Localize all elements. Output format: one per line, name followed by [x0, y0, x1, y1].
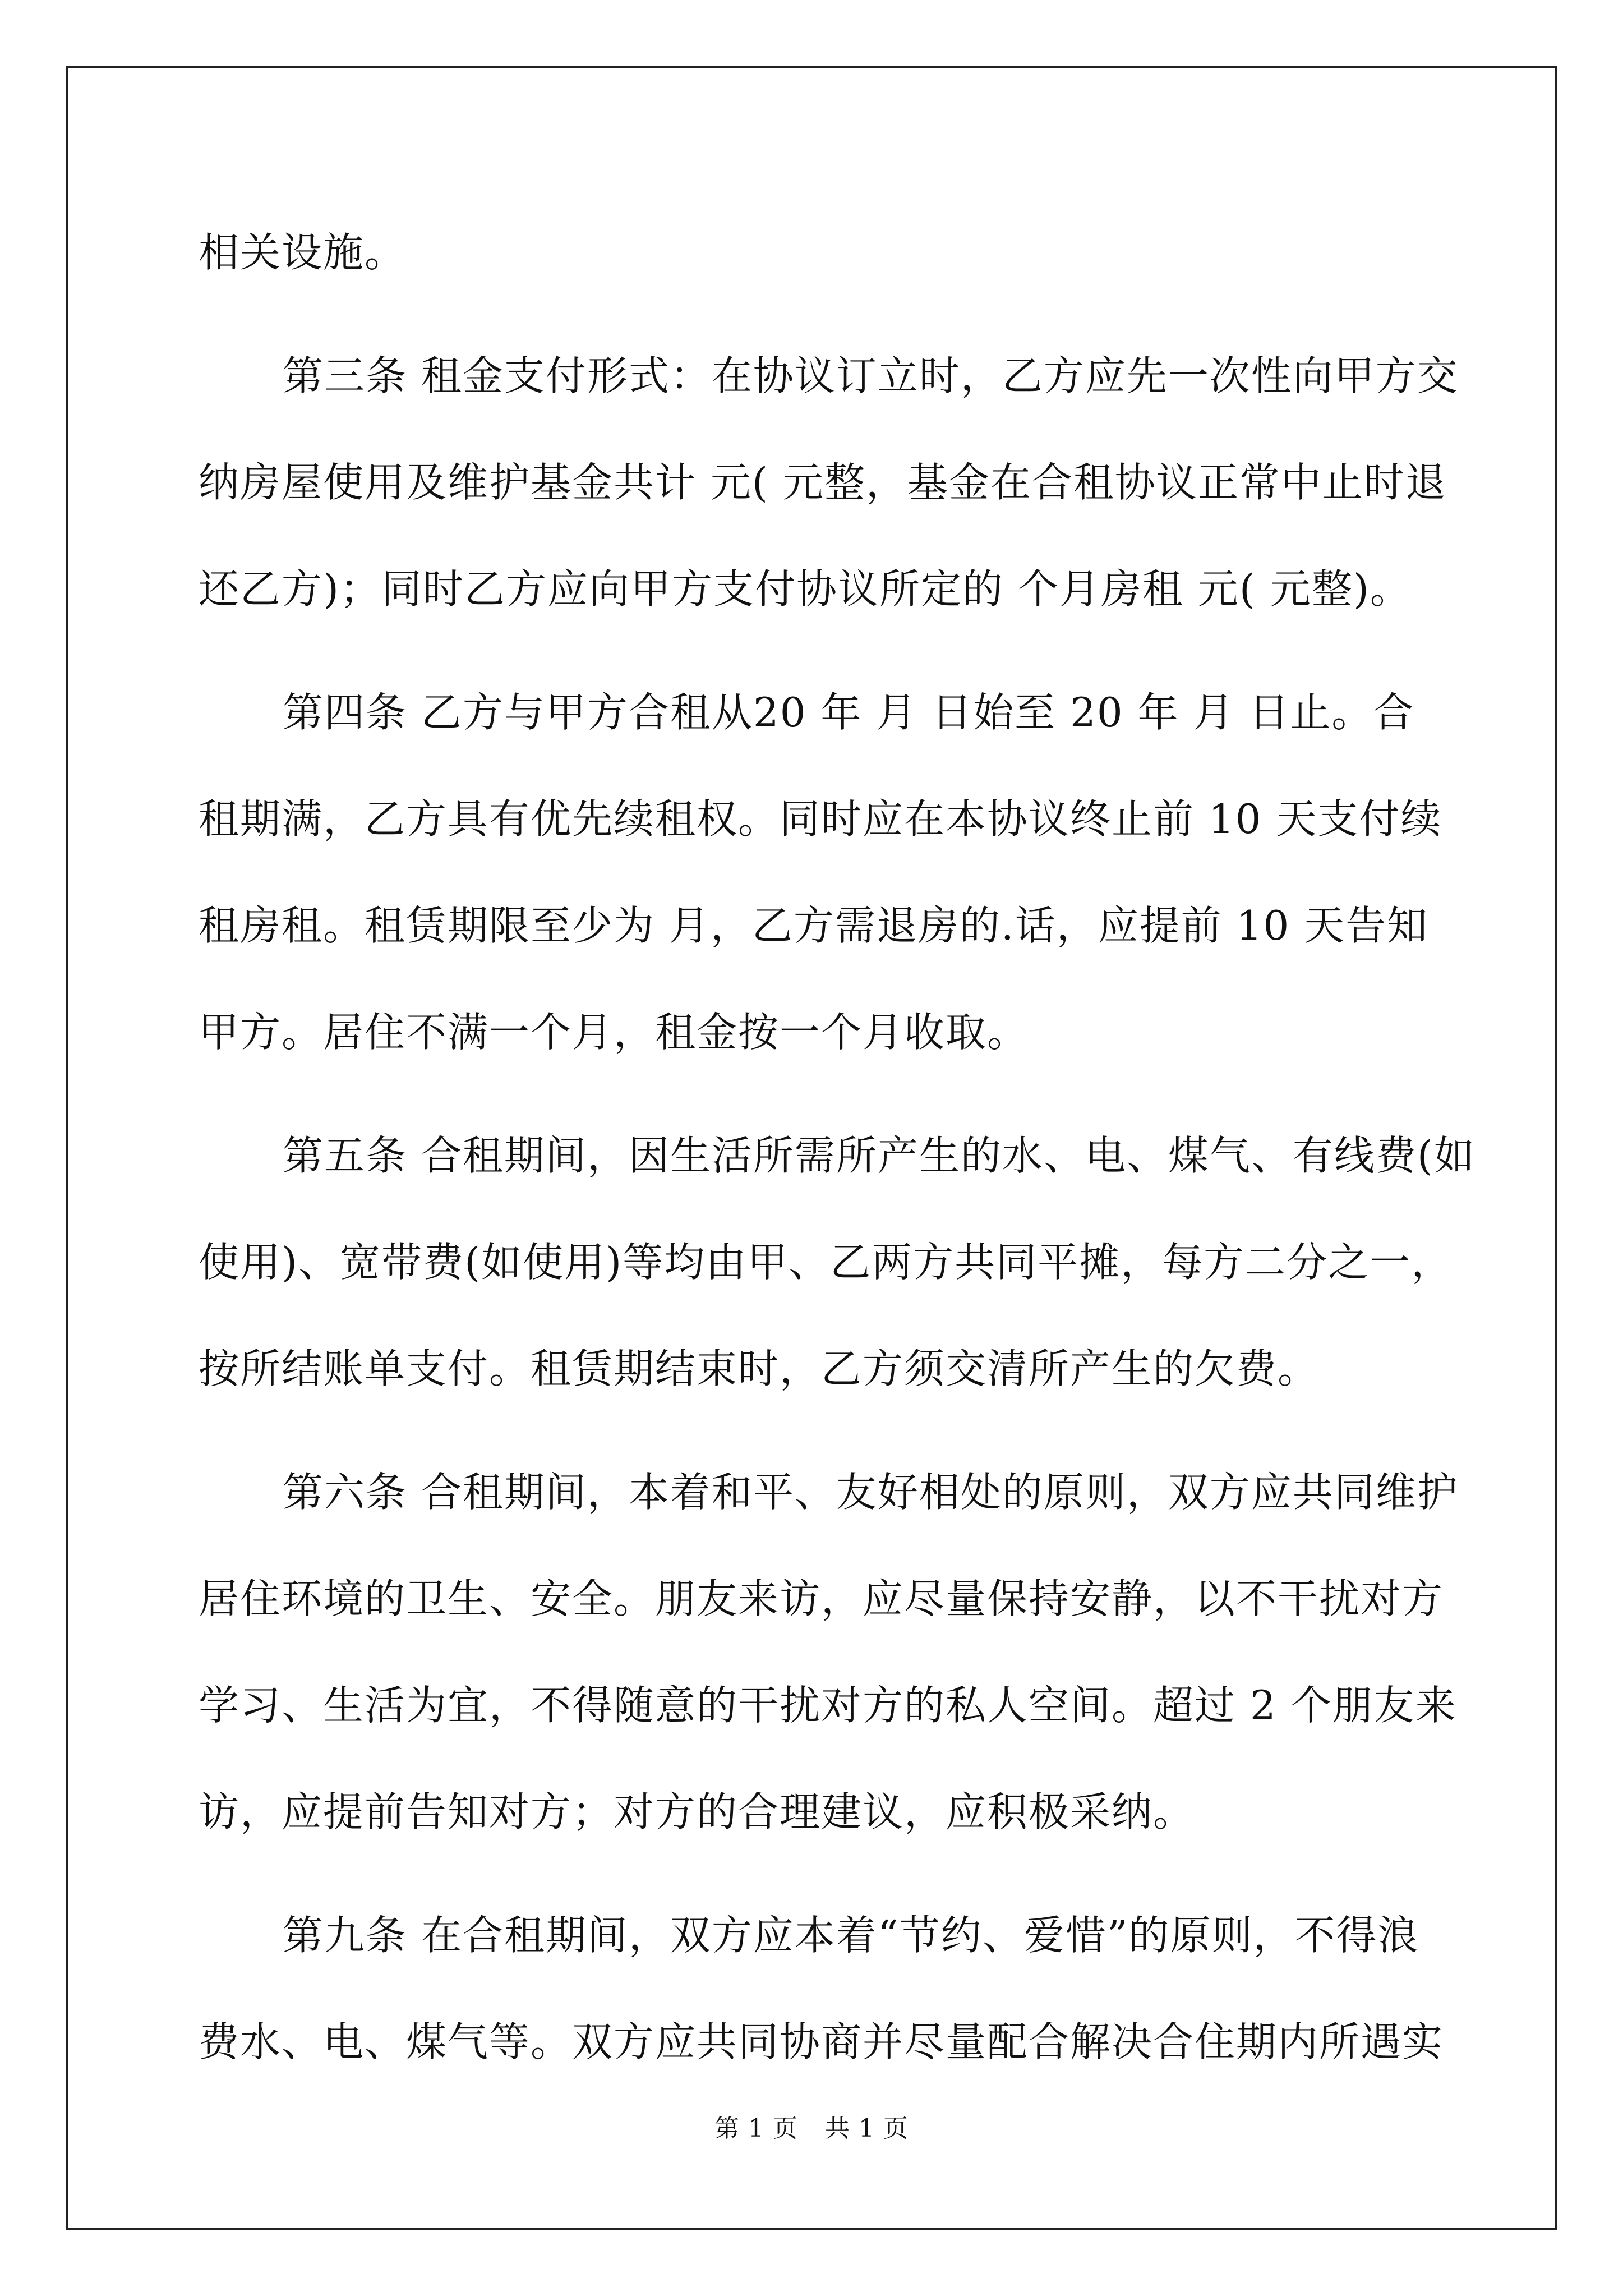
text-line: 按所结账单支付。租赁期结束时，乙方须交清所产生的欠费。: [199, 1345, 1320, 1392]
text-line: 第五条 合租期间，因生活所需所产生的水、电、煤气、有线费(如: [283, 1132, 1476, 1179]
article-5-paragraph: [199, 1102, 1476, 1422]
text-line: 甲方。居住不满一个月，租金按一个月收取。: [199, 1009, 1029, 1056]
text-line: 租期满，乙方具有优先续租权。同时应在本协议终止前 10 天支付续: [199, 795, 1442, 843]
article-9-paragraph: [199, 1882, 1444, 2095]
page-number: 第 1 页: [714, 2114, 798, 2143]
paragraph-continuation: [199, 199, 1432, 306]
text-line: 学习、生活为宜，不得随意的干扰对方的私人空间。超过 2 个朋友来: [199, 1682, 1457, 1729]
page-footer: [0, 2112, 1623, 2146]
text-line: 访，应提前告知对方；对方的合理建议，应积极采纳。: [199, 1788, 1195, 1835]
text-line: 第四条 乙方与甲方合租从20 年 月 日始至 20 年 月 日止。合: [283, 689, 1415, 736]
text-line: 第三条 租金支付形式：在协议订立时，乙方应先一次性向甲方交: [283, 352, 1459, 399]
document-body: [199, 199, 1476, 2095]
article-3-paragraph: [199, 323, 1459, 642]
text-line: 第九条 在合租期间，双方应本着“节约、爱惜”的原则，不得浪: [283, 1912, 1419, 1959]
article-4-paragraph: [199, 659, 1442, 1085]
page-total: 共 1 页: [825, 2114, 909, 2143]
text-line: 第六条 合租期间，本着和平、友好相处的原则，双方应共同维护: [283, 1469, 1459, 1516]
article-6-paragraph: [199, 1439, 1459, 1865]
text-line: 纳房屋使用及维护基金共计 元( 元整，基金在合租协议正常中止时退: [199, 459, 1447, 506]
text-line: 相关设施。: [199, 229, 407, 276]
text-line: 租房租。租赁期限至少为 月，乙方需退房的.话，应提前 10 天告知: [199, 902, 1429, 949]
text-line: 居住环境的卫生、安全。朋友来访，应尽量保持安静，以不干扰对方: [199, 1575, 1444, 1622]
text-line: 使用)、宽带费(如使用)等均由甲、乙两方共同平摊，每方二分之一，: [199, 1239, 1453, 1286]
text-line: 还乙方)；同时乙方应向甲方支付协议所定的 个月房租 元( 元整)。: [199, 565, 1412, 613]
text-line: 费水、电、煤气等。双方应共同协商并尽量配合解决合住期内所遇实: [199, 2018, 1444, 2065]
